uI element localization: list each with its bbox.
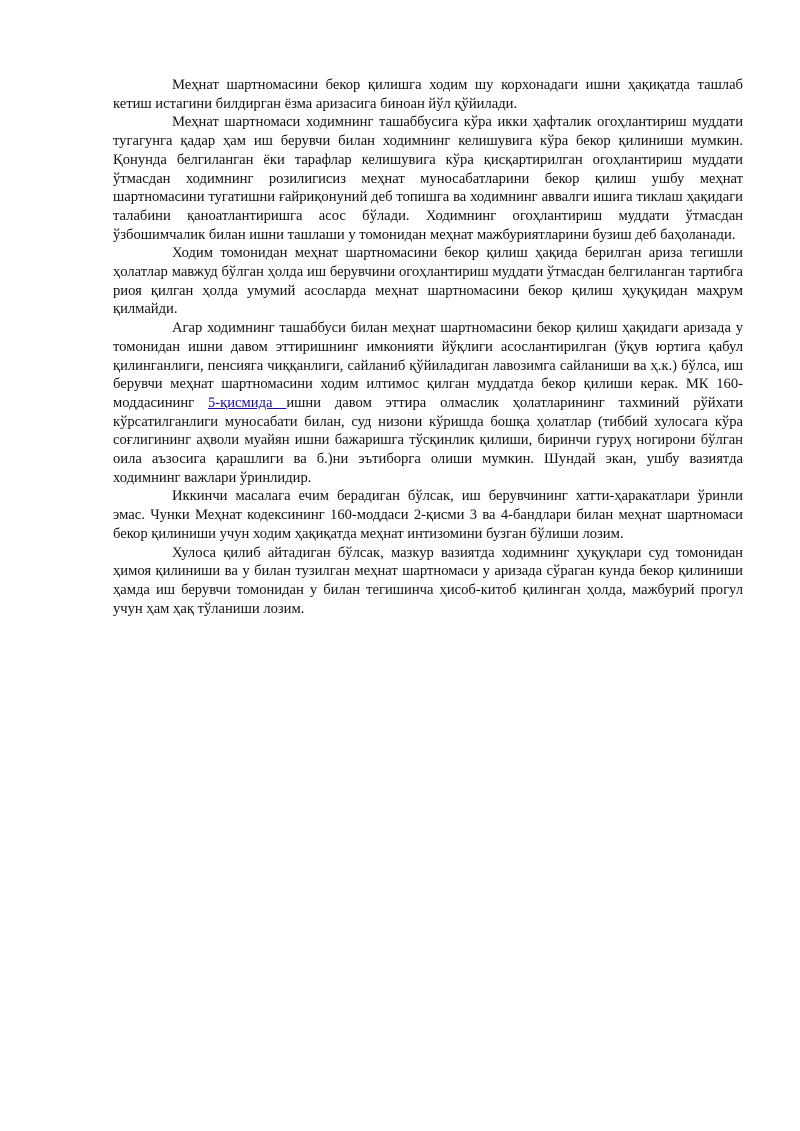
paragraph-2: Меҳнат шартномаси ходимнинг ташаббусига кўра икки ҳафталик огоҳлантириш муддати тугагунга қадар ҳам иш берувчи билан ходимнинг келишувига кўра бекор қилиниши мумкин. Қонунда белгиланган ёки тарафлар келишувига кўра қисқартирилган огоҳлантириш муддати ўтмасдан ходимнинг розилигисиз меҳнат муносабатларини бекор қилиш ушбу меҳнат шартномасини тугатишни ғайриқонуний деб топишга ва ходимнинг аввалги ишига тиклаш ҳақидаги талабини қаноатлантиришга асос бўлади. Ходимнинг огоҳлантириш муддати ўтмасдан ўзбошимчалик билан ишни ташлаши у томонидан меҳнат мажбуриятларини бузиш деб баҳоланади.: [113, 114, 743, 243]
paragraph-1: Меҳнат шартномасини бекор қилишга ходим шу корхонадаги ишни ҳақиқатда ташлаб кетиш истагини билдирган ёзма аризасига биноан йўл қўйилади.: [113, 77, 743, 112]
paragraph-6: Хулоса қилиб айтадиган бўлсак, мазкур вазиятда ходимнинг ҳуқуқлари суд томонидан ҳимоя қилиниши ва у билан тузилган меҳнат шартномаси у аризада сўраган кунда бекор қилиниши ҳамда иш берувчи томонидан у билан тегишинча ҳисоб-китоб қилинган ҳолда, мажбурий прогул учун ҳам ҳақ тўланиши лозим.: [113, 544, 743, 617]
paragraph-4: [113, 319, 743, 487]
article-part-link[interactable]: 5-қисмида: [208, 394, 287, 411]
paragraph-3: Ходим томонидан меҳнат шартномасини бекор қилиш ҳақида берилган ариза тегишли ҳолатлар мавжуд бўлган ҳолда иш берувчини огоҳлантириш муддати ўтмасдан белгиланган тартибга риоя қилган ҳолда умумий асосларда меҳнат шартномасини бекор қилиш ҳуқуқидан маҳрум қилмайди.: [113, 245, 743, 318]
document-body: [113, 76, 743, 618]
paragraph-4-text-before: Агар ходимнинг ташаббуси билан меҳнат шартномасини бекор қилиш ҳақидаги аризада у томонидан ишни давом эттиришнинг имконияти йўқлиги асослантирилган (ўқув юртига қабул қилинганлиги, пенсияга чиққанлиги, сайланиб қўйиладиган лавозимга сайланиши ва ҳ.к.) бўлса, иш берувчи меҳнат шартномасини ходим илтимос қилган муддатда бекор қилиши керак. МК 160-моддасининг: [113, 320, 743, 411]
paragraph-5: Иккинчи масалага ечим берадиган бўлсак, иш берувчининг хатти-ҳаракатлари ўринли эмас. Чунки Меҳнат кодексининг 160-моддаси 2-қисми 3 ва 4-бандлари билан меҳнат шартномаси бекор қилиниши учун ходим ҳақиқатда меҳнат интизомини бузган бўлиши лозим.: [113, 488, 743, 542]
paragraph-4-text-after: ишни давом эттира олмаслик ҳолатларининг тахминий рўйхати кўрсатилганлиги муносабати билан, суд низони кўришда бошқа ҳолатлар (тиббий хулосага кўра соғлигининг аҳволи муайян ишни бажаришга тўсқинлик қилиши, биринчи гуруҳ ногирони бўлган оила аъзосига қарашлиги ва б.)ни эътиборга олиши мумкин. Шундай экан, ушбу вазиятда ходимнинг важлари ўринлидир.: [113, 394, 743, 486]
